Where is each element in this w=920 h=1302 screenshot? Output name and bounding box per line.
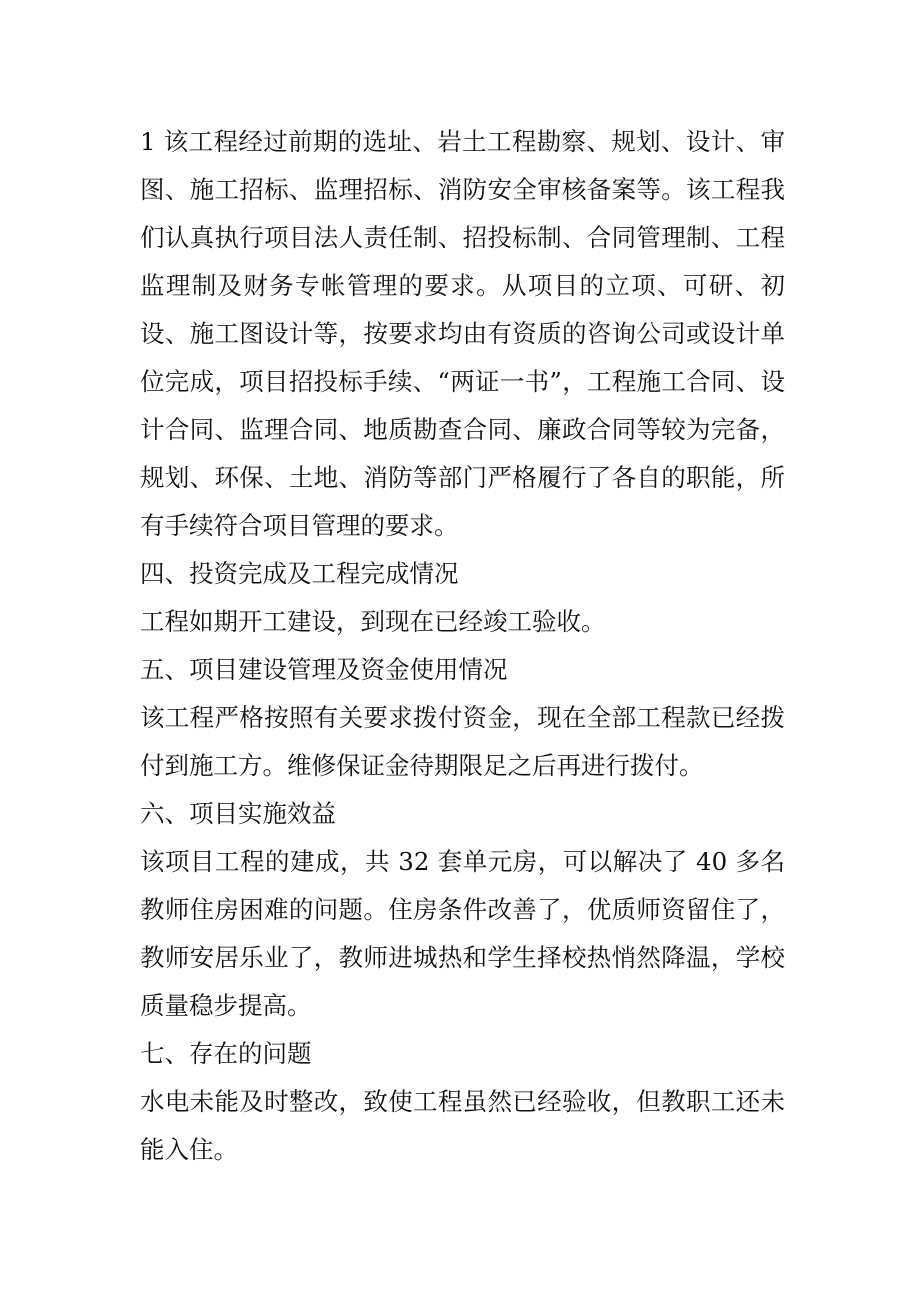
section-heading-problems: 七、存在的问题 (140, 1039, 312, 1068)
document-body (140, 118, 785, 1174)
paragraph-investment: 工程如期开工建设，到现在已经竣工验收。 (140, 607, 606, 636)
paragraph-benefits: 该项目工程的建成，共 32 套单元房，可以解决了 40 多名教师住房困难的问题。住房条件改善了，优质师资留住了，教师安居乐业了，教师进城热和学生择校热悄然降温，学校质量稳步提高。 (140, 847, 785, 1020)
paragraph-management: 该工程严格按照有关要求拨付资金，现在全部工程款已经拨付到施工方。维修保证金待期限足之后再进行拨付。 (140, 703, 785, 780)
section-heading-investment: 四、投资完成及工程完成情况 (140, 559, 459, 588)
paragraph-project-procedures: 1 该工程经过前期的选址、岩土工程勘察、规划、设计、审图、施工招标、监理招标、消防安全审核备案等。该工程我们认真执行项目法人责任制、招投标制、合同管理制、工程监理制及财务专帐管理的要求。从项目的立项、可研、初设、施工图设计等，按要求均由有资质的咨询公司或设计单位完成，项目招投标手续、“两证一书”，工程施工合同、设计合同、监理合同、地质勘查合同、廉政合同等较为完备，规划、环保、土地、消防等部门严格履行了各自的职能，所有手续符合项目管理的要求。 (140, 127, 785, 540)
section-heading-benefits: 六、项目实施效益 (140, 799, 336, 828)
paragraph-problems: 水电未能及时整改，致使工程虽然已经验收，但教职工还未能入住。 (140, 1087, 785, 1164)
section-heading-management: 五、项目建设管理及资金使用情况 (140, 655, 508, 684)
